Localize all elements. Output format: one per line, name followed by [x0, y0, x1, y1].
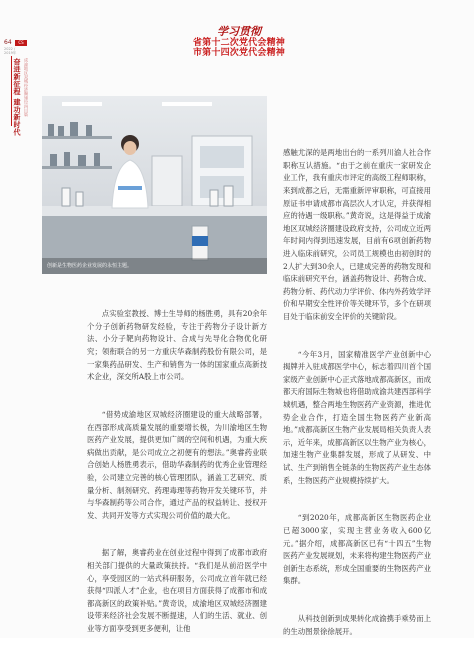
lab-photo-illustration: [42, 96, 267, 274]
text-column-left: [87, 283, 267, 634]
lab-photo: [42, 96, 267, 274]
margin-rail: [0, 0, 29, 638]
banner-line-2: 市第十四次党代会精神: [192, 48, 285, 58]
text-column-right: [283, 122, 431, 636]
banner-line-1: 省第十二次党代会精神: [192, 38, 285, 48]
issue-label: 2022 / 2019年: [4, 47, 17, 55]
side-subtitle: 成渝地区双城经济圈建设四川篇: [24, 58, 29, 117]
paragraph: 据了解，奥睿药业在创业过程中得到了成都市政府相关部门提供的大量政策扶持。“我们是从前沿医学中心，享受园区的一站式科研服务，公司成立首年就已经获得“四派人才”企业，也在项目方面获得了成都市和成都高新区的政策补贴。”黄奇说，成渝地区双城经济圈建设带来经济社会发展不断提速，人们的生活、就业、创业等方面享受到更多便利，让他: [87, 548, 267, 634]
side-title: 奋进新征程 建功新时代: [13, 58, 21, 136]
paragraph: 点实验室教授、博士生导师的杨胜勇，具有20余年个分子创新药物研发经验，专注于药物分子设计新方法、小分子靶向药物设计、合成与先导化合物优化研究；领衔联合的另一方重庆华森制药股份有限公司，是一家集药品研发、生产和销售为一体的国家重点高新技术企业，深交所A股上市公司。: [87, 309, 267, 382]
section-tag: CS: [15, 40, 27, 46]
paragraph: 从科技创新到成果转化成渝携手乘势而上的生动图景徐徐展开。: [283, 614, 431, 636]
paragraph: “到2020年，成都高新区生物医药企业已超3000家，实现主营业务收入600亿元。”据介绍，成都高新区已有“十四五”生物医药产业发展规划，未来将构建生物医药产业创新生态系统，形成全国重要的生物医药产业集群。: [283, 513, 431, 586]
paragraph: “今年3月，国家精准医学产业创新中心揭牌并入驻成都医学中心，标志着四川首个国家级产业创新中心正式落地成都高新区，而成都天府国际生物城也将借助成渝共建西部科学城机遇，整合两地生物医药产业资源，推进优势企业合作，打造全国生物医药产业新高地。”成都高新区生物产业发展局相关负责人表示，近年来，成都高新区以生物产业为核心，加速生物产业集群发展，形成了从研发、中试、生产到销售全链条的生物医药产业生态体系，生物医药产业规模持续扩大。: [283, 349, 431, 485]
paragraph: 感触尤深的是两地出台的一系列川渝人社合作职称互认措施。“由于之前在重庆一家研发企业工作，我有重庆市评定的高级工程师职称，来到成都之后，无需重新评审职称，可直接用原证书申请成都市高层次人才认定，并获得相应的待遇一级职称。”黄奇说，这是得益于成渝地区双城经济圈建设政府支持，公司成立近两年时间内得到迅速发展，目前有6项创新药物进入临床前研究，公司员工规模也由初创时的2人扩大到30余人，已建成完善的药物发现和临床前研究平台，涵盖药物设计、药物合成、药物分析、药代动力学评价、体内外药效学评价和早期安全性评价等关键环节，多个在研项目处于临床前安全评价的关键阶段。: [283, 148, 431, 321]
header-banner: [168, 26, 310, 66]
photo-caption: 创新是生物医药企业发展的永恒主题。: [47, 263, 133, 269]
paragraph: “借势成渝地区双城经济圈建设的重大战略部署，在西部形成高质量发展的重要增长极，为川渝地区生物医药产业发展，提供更加广阔的空间和机遇，为重大疾病做出贡献，是公司成立之初便有的想法。”奥睿药业联合创始人杨胜勇表示，借助华森制药的优秀企业管理经验，公司建立完善的核心管理团队，涵盖工艺研究、质量分析、制剂研究、药理毒理等药物开发关键环节，并与华森制药等公司合作，通过产品的权益转让、授权开发、共同开发等方式实现公司价值的最大化。: [87, 409, 267, 520]
page-number: 64: [4, 39, 12, 46]
banner-script-title: 学习贯彻: [217, 25, 261, 38]
